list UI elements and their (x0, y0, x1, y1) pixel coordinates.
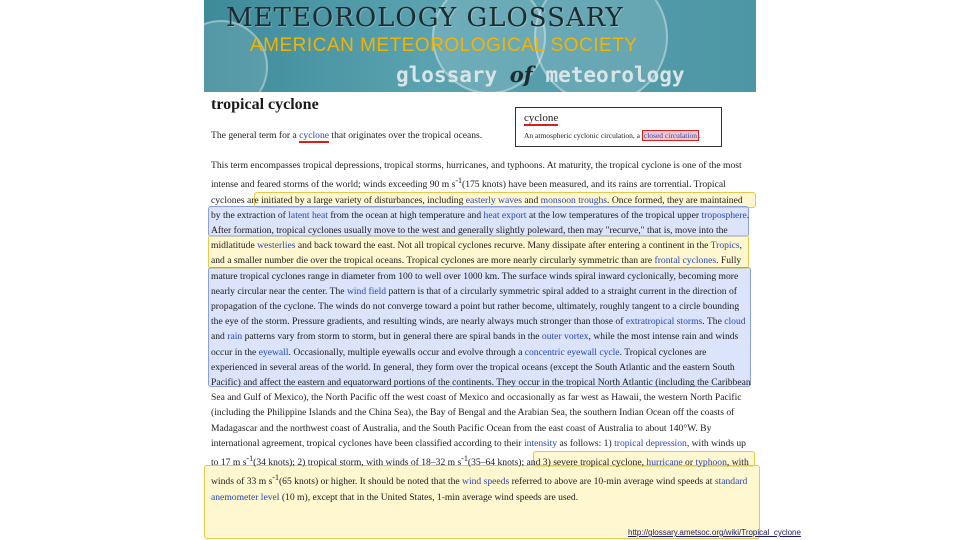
superscript: -1 (461, 454, 468, 464)
body-text: referred to above are 10-min average wind speeds at (509, 476, 715, 488)
entry-title: tropical cyclone (211, 96, 319, 113)
link-hurricane[interactable]: hurricane (646, 457, 683, 469)
link-eyewall[interactable]: eyewall (258, 346, 289, 358)
body-text: (10 m), except that in the United States, 1-min average wind speeds are used. (279, 491, 579, 503)
body-text: pattern is that of a circularly symmetric spiral added to a straight current in the direction of propagation of the cyclone. The winds do not converge toward a point but rather become, ultimately, roughly tangent to a circle bounding the eye of the storm. Pressure gradients, and resulting winds, are nearly always much stronger than those of (211, 285, 740, 328)
body-text: By international agreement, tropical cyclones have been classified according to their (211, 422, 712, 449)
popup-title: cyclone (524, 112, 559, 124)
link-standard-anemometer-level[interactable]: standard anemometer level (211, 476, 748, 503)
body-text: This term encompasses tropical depressions, tropical storms, hurricanes, and typhoons. At maturity, the tropical cyclone is one of the most intense and feared storms of the world; winds exceeding 90 m s (211, 160, 742, 191)
body-text: . The (702, 316, 725, 328)
popup-def-text: An atmospheric cyclonic circulation, a (524, 131, 642, 140)
entry-body (211, 158, 751, 505)
superscript: -1 (272, 473, 279, 483)
banner-society: AMERICAN METEOROLOGICAL SOCIETY (250, 35, 638, 56)
link-wind-speeds[interactable]: wind speeds (462, 476, 510, 488)
link-tropical-depression[interactable]: tropical depression (614, 437, 687, 449)
link-wind-field[interactable]: wind field (346, 285, 387, 297)
banner-title: METEOROLOGY GLOSSARY (226, 3, 624, 33)
link-closed-circulation[interactable]: closed circulation (643, 131, 697, 140)
def-text: The general term for a (211, 130, 300, 141)
link-rain[interactable]: rain (227, 331, 243, 343)
body-text: (175 knots) have been measured, and its rains are torrential. (462, 179, 694, 191)
link-westerlies[interactable]: westerlies (257, 240, 296, 252)
link-tropics[interactable]: Tropics (710, 240, 740, 252)
body-text: , with winds of 33 m s (211, 457, 749, 488)
link-cloud[interactable]: cloud (724, 316, 746, 328)
banner-subtitle-b: meteorology (532, 63, 685, 87)
definition-popup (515, 107, 722, 147)
banner-subtitle-a: glossary (396, 63, 510, 87)
link-monsoon-troughs[interactable]: monsoon troughs (540, 194, 608, 206)
banner-subtitle (396, 62, 685, 87)
glossary-banner (204, 0, 756, 92)
body-text: . Tropical cyclones are experienced in several areas of the world. In general, they form over the tropical oceans (except the South Atlantic and the eastern South Pacific) and affect the eastern and equatorward portions of the continents. They occur in the tropical North Atlantic (including the Caribbean Sea and Gulf of Mexico), the North Pacific off the west coast of Mexico and occasionally as far west as Hawaii, the western North Pacific (including the Philippine Islands and the China Sea), the Bay of Bengal and the Arabian Sea, the southern Indian Ocean off the coasts of Madagascar and the northwest coast of Australia, and the South Pacific Ocean from the east coast of Australia to about 140°W. (211, 346, 751, 434)
body-text: and back toward the east. Not all tropical cyclones recurve. Many dissipate after entering a continent in the (295, 240, 711, 252)
link-cyclone[interactable]: cyclone (299, 130, 330, 141)
link-heat-export[interactable]: heat export (483, 209, 527, 221)
link-frontal-cyclones[interactable]: frontal cyclones (654, 255, 717, 267)
body-text: , and a smaller number die over the tropical oceans. Tropical cyclones are more nearly circularly symmetric than are (211, 240, 742, 267)
link-troposphere[interactable]: troposphere (701, 209, 747, 221)
banner-subtitle-of: of (509, 62, 533, 87)
body-text: (65 knots) or higher. It should be noted that the (278, 476, 463, 488)
popup-definition (524, 131, 721, 140)
link-outer-vortex[interactable]: outer vortex (541, 331, 589, 343)
body-text: at the low temperatures of the tropical upper (526, 209, 702, 221)
def-text: that originates over the tropical oceans. (329, 130, 483, 141)
body-text: . After formation, tropical cyclones usually move to the west and generally slightly poleward, then may "recurve," that is, move into the midlatitude (211, 209, 750, 252)
body-text: or (682, 457, 696, 469)
body-text: Tropical cyclones are initiated by a large variety of disturbances, including (211, 179, 726, 206)
body-text: . Fully mature tropical cyclones range in diameter from 100 to well over 1000 km. The surface winds spiral inward cyclonically, becoming more nearly circular near the center. The (211, 255, 742, 297)
link-latent-heat[interactable]: latent heat (288, 209, 328, 221)
body-text: , while the most intense rain and winds occur in the (211, 331, 739, 358)
body-text: and (522, 194, 541, 206)
source-url-link[interactable]: http://glossary.ametsoc.org/wiki/Tropical_cyclone (628, 528, 801, 537)
popup-def-text: . (698, 131, 701, 140)
superscript: -1 (455, 176, 462, 186)
body-text: . Occasionally, multiple eyewalls occur and evolve through a (288, 346, 525, 358)
superscript: -1 (246, 454, 254, 464)
body-text: , with winds up to 17 m s (211, 437, 746, 469)
body-text: and (211, 331, 228, 343)
link-extratropical-storms[interactable]: extratropical storms (625, 316, 703, 328)
body-text: . Once formed, they are maintained by the extraction of (211, 194, 743, 221)
body-text: patterns vary from storm to storm, but in general there are spiral bands in the (242, 331, 542, 343)
link-concentric-eyewall-cycle[interactable]: concentric eyewall cycle (524, 346, 620, 358)
body-text: as follows: 1) (557, 437, 615, 449)
link-intensity[interactable]: intensity (524, 437, 558, 449)
body-text: (34 knots); 2) tropical storm, with winds of 18–32 m s (253, 457, 462, 469)
body-text: from the ocean at high temperature and (327, 209, 484, 221)
link-easterly-waves[interactable]: easterly waves (465, 194, 522, 206)
body-text: (35–64 knots); and 3) severe tropical cyclone, (467, 457, 647, 469)
link-typhoon[interactable]: typhoon (695, 457, 727, 469)
